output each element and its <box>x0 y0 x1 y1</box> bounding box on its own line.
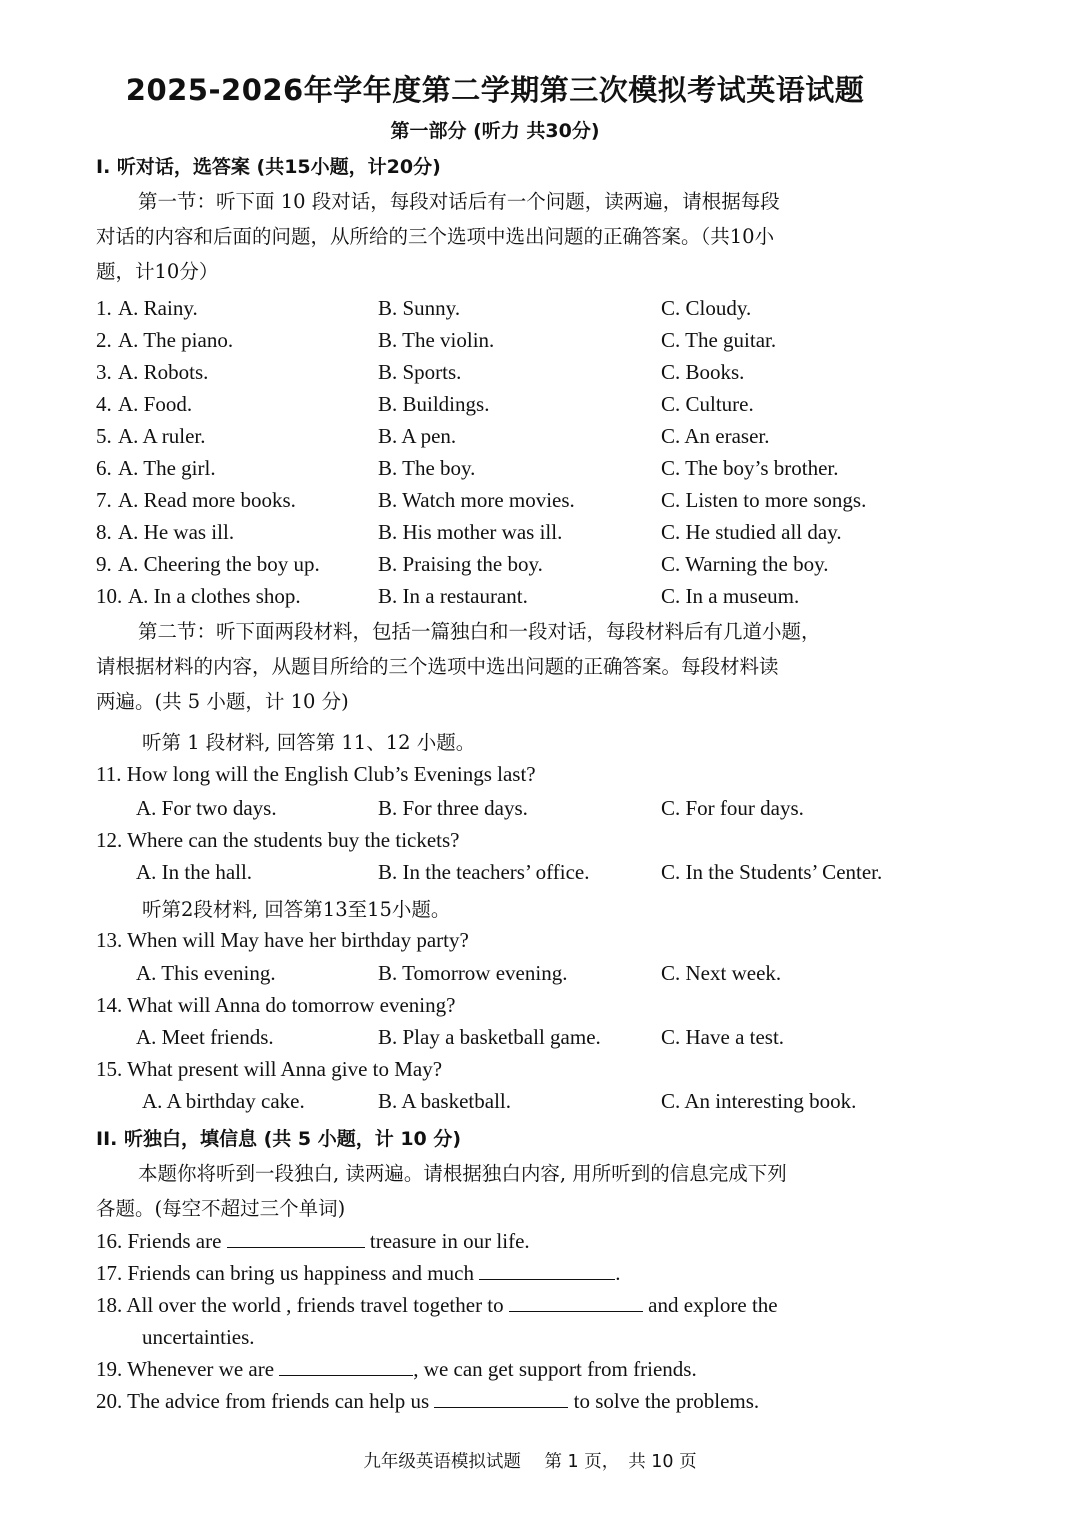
question-row <box>0 1025 1080 1055</box>
part2-instructions <box>96 1156 896 1226</box>
question-row <box>0 328 1080 358</box>
option-c: C. Cloudy. <box>661 296 752 320</box>
option-b: B. The violin. <box>378 328 495 352</box>
answer-blank[interactable] <box>434 1391 568 1408</box>
fill-question-20 <box>96 1389 759 1414</box>
question-stem: 12. Where can the students buy the tickets? <box>96 828 460 852</box>
question-number: 9. <box>96 552 112 576</box>
option-a: A. In a clothes shop. <box>128 584 301 608</box>
option-b: B. In a restaurant. <box>378 584 528 608</box>
question-stem: 13. When will May have her birthday party? <box>96 928 469 952</box>
option-c: C. An eraser. <box>661 424 770 448</box>
question-stem: 14. What will Anna do tomorrow evening? <box>96 993 456 1017</box>
option-c: C. Listen to more songs. <box>661 488 867 512</box>
option-a: A. He was ill. <box>118 520 235 544</box>
option-c: C. He studied all day. <box>661 520 842 544</box>
instruction-line: 题，计10分） <box>96 260 219 283</box>
question-number: 2. <box>96 328 112 352</box>
question-row <box>0 360 1080 390</box>
option-c: C. Next week. <box>661 961 782 985</box>
option-a: A. For two days. <box>136 796 277 820</box>
question-number: 10. <box>96 584 123 608</box>
option-b: B. A basketball. <box>378 1089 511 1113</box>
question-row <box>0 552 1080 582</box>
section2-instructions <box>96 614 896 719</box>
option-a: A. The piano. <box>118 328 234 352</box>
question-number: 1. <box>96 296 112 320</box>
question-row <box>0 488 1080 518</box>
option-a: A. Meet friends. <box>136 1025 274 1049</box>
question-text: 18. All over the world , friends travel together to <box>96 1293 504 1317</box>
option-c: C. The boy’s brother. <box>661 456 839 480</box>
question-row <box>0 961 1080 991</box>
part-title: 第一部分 (听力 共30分) <box>390 120 600 142</box>
answer-blank[interactable] <box>479 1263 615 1280</box>
instruction-line: 各题。(每空不超过三个单词) <box>96 1197 346 1220</box>
option-c: C. The guitar. <box>661 328 777 352</box>
option-c: C. Culture. <box>661 392 754 416</box>
option-a: A. The girl. <box>118 456 216 480</box>
question-text: 17. Friends can bring us happiness and much <box>96 1261 474 1285</box>
section-heading-1: I. 听对话，选答案 (共15小题，计20分) <box>96 156 441 178</box>
option-b: B. Watch more movies. <box>378 488 575 512</box>
question-text: 16. Friends are <box>96 1229 222 1253</box>
question-text: 20. The advice from friends can help us <box>96 1389 430 1413</box>
option-a: A. Read more books. <box>118 488 296 512</box>
instruction-line: 本题你将听到一段独白, 读两遍。请根据独白内容, 用所听到的信息完成下列 <box>138 1162 787 1185</box>
option-c: C. In the Students’ Center. <box>661 860 883 884</box>
instruction-line: 请根据材料的内容，从题目所给的三个选项中选出问题的正确答案。每段材料读 <box>96 655 779 678</box>
answer-blank[interactable] <box>279 1359 413 1376</box>
option-a: A. In the hall. <box>136 860 253 884</box>
option-b: B. Praising the boy. <box>378 552 543 576</box>
fill-question-17 <box>96 1261 620 1286</box>
instruction-line: 两遍。(共 5 小题，计 10 分) <box>96 690 349 713</box>
instruction-line: 对话的内容和后面的问题，从所给的三个选项中选出问题的正确答案。（共10小 <box>96 225 775 248</box>
option-b: B. Sunny. <box>378 296 461 320</box>
option-a: A. Rainy. <box>118 296 198 320</box>
option-b: B. In the teachers’ office. <box>378 860 590 884</box>
instruction-line: 第一节：听下面 10 段对话，每段对话后有一个问题，读两遍，请根据每段 <box>138 190 780 213</box>
option-c: C. Have a test. <box>661 1025 785 1049</box>
instruction-line: 第二节：听下面两段材料，包括一篇独白和一段对话，每段材料后有几道小题， <box>138 620 821 643</box>
option-b: B. The boy. <box>378 456 476 480</box>
question-text: . <box>615 1261 621 1285</box>
option-b: B. Buildings. <box>378 392 490 416</box>
footer-total-pages: 共 10 页 <box>628 1452 697 1472</box>
option-a: A. A ruler. <box>118 424 206 448</box>
material1-note: 听第 1 段材料, 回答第 11、12 小题。 <box>142 731 476 754</box>
option-b: B. His mother was ill. <box>378 520 563 544</box>
question-text: treasure in our life. <box>369 1229 530 1253</box>
page-footer <box>0 1448 1060 1473</box>
footer-exam-name: 九年级英语模拟试题 <box>363 1452 521 1472</box>
footer-page-number: 第 1 页， <box>544 1452 620 1472</box>
option-b: B. Tomorrow evening. <box>378 961 568 985</box>
question-number: 6. <box>96 456 112 480</box>
answer-blank[interactable] <box>509 1295 643 1312</box>
question-number: 7. <box>96 488 112 512</box>
option-a: A. Cheering the boy up. <box>118 552 320 576</box>
fill-question-18 <box>96 1293 778 1318</box>
question-number: 5. <box>96 424 112 448</box>
option-c: C. For four days. <box>661 796 804 820</box>
fill-question-18-continued: uncertainties. <box>142 1325 255 1349</box>
question-text: to solve the problems. <box>573 1389 760 1413</box>
question-row <box>0 796 1080 826</box>
option-b: B. A pen. <box>378 424 457 448</box>
option-b: B. Play a basketball game. <box>378 1025 601 1049</box>
question-row <box>0 520 1080 550</box>
section-heading-2: II. 听独白，填信息 (共 5 小题，计 10 分) <box>96 1128 462 1150</box>
option-c: C. In a museum. <box>661 584 800 608</box>
question-stem: 15. What present will Anna give to May? <box>96 1057 443 1081</box>
fill-question-16 <box>96 1229 530 1254</box>
question-row <box>0 392 1080 422</box>
question-text: and explore the <box>648 1293 778 1317</box>
exam-title: 2025-2026年学年度第二学期第三次模拟考试英语试题 <box>125 73 865 107</box>
question-text: , we can get support from friends. <box>413 1357 697 1381</box>
question-row <box>0 584 1080 614</box>
answer-blank[interactable] <box>227 1231 365 1248</box>
option-a: A. This evening. <box>136 961 276 985</box>
option-a: A. Food. <box>118 392 193 416</box>
option-a: A. A birthday cake. <box>142 1089 305 1113</box>
question-number: 8. <box>96 520 112 544</box>
option-c: C. Books. <box>661 360 745 384</box>
option-a: A. Robots. <box>118 360 209 384</box>
option-c: C. Warning the boy. <box>661 552 829 576</box>
material2-note: 听第2段材料, 回答第13至15小题。 <box>142 898 451 921</box>
question-stem: 11. How long will the English Club’s Evenings last? <box>96 762 536 786</box>
question-row <box>0 1089 1080 1119</box>
option-b: B. Sports. <box>378 360 462 384</box>
option-c: C. An interesting book. <box>661 1089 857 1113</box>
question-text: 19. Whenever we are <box>96 1357 275 1381</box>
question-row <box>0 860 1080 890</box>
fill-question-19 <box>96 1357 697 1382</box>
question-row <box>0 296 1080 326</box>
question-row <box>0 456 1080 486</box>
question-number: 4. <box>96 392 112 416</box>
question-number: 3. <box>96 360 112 384</box>
section1-instructions <box>96 184 896 289</box>
question-row <box>0 424 1080 454</box>
option-b: B. For three days. <box>378 796 528 820</box>
